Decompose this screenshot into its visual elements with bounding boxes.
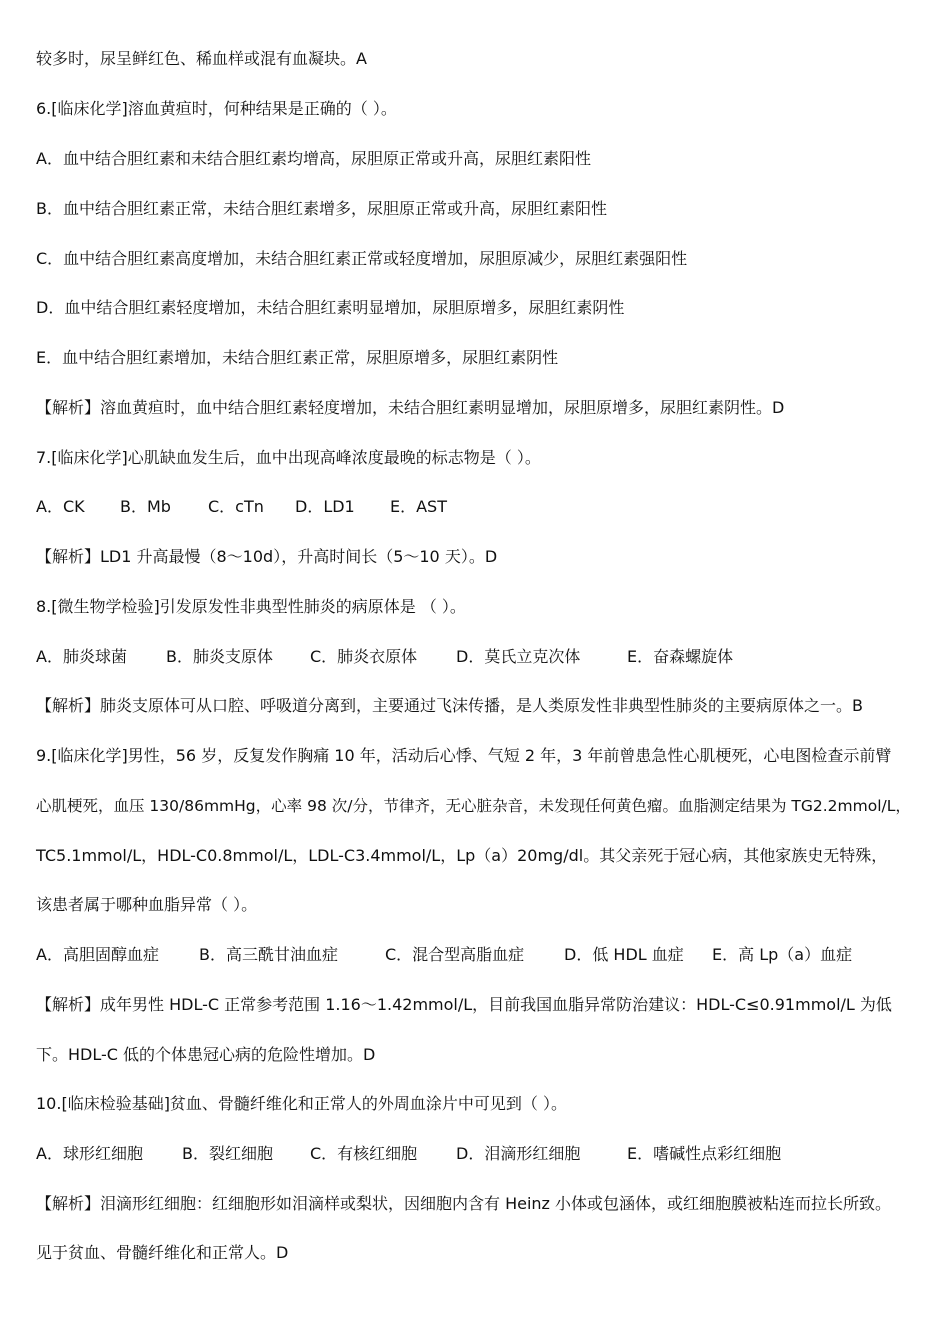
question-9-analysis-line-1: 【解析】成年男性 HDL-C 正常参考范围 1.16～1.42mmol/L，目前我国血脂异常防治建议：HDL-C≤0.91mmol/L 为低 bbox=[36, 995, 892, 1014]
question-10-option-b: B．裂红细胞 bbox=[182, 1144, 273, 1163]
question-7-analysis: 【解析】LD1 升高最慢（8～10d），升高时间长（5～10 天）。D bbox=[36, 547, 498, 566]
question-8-option-d: D．莫氏立克次体 bbox=[456, 647, 581, 666]
question-6-option-d: D．血中结合胆红素轻度增加，未结合胆红素明显增加，尿胆原增多，尿胆红素阴性 bbox=[36, 298, 625, 317]
question-8-option-b: B．肺炎支原体 bbox=[166, 647, 273, 666]
question-7-stem: 7.[临床化学]心肌缺血发生后，血中出现高峰浓度最晚的标志物是（ ）。 bbox=[36, 448, 541, 467]
question-6-stem: 6.[临床化学]溶血黄疸时，何种结果是正确的（ ）。 bbox=[36, 99, 397, 118]
question-9-option-b: B．高三酰甘油血症 bbox=[199, 945, 338, 964]
question-7-option-a: A．CK bbox=[36, 497, 85, 516]
question-7-option-e: E．AST bbox=[390, 497, 447, 516]
question-9-option-d: D．低 HDL 血症 bbox=[564, 945, 684, 964]
question-10-analysis-line-1: 【解析】泪滴形红细胞：红细胞形如泪滴样或梨状，因细胞内含有 Heinz 小体或包涵体，或红细胞膜被粘连而拉长所致。 bbox=[36, 1194, 892, 1213]
question-7-option-d: D．LD1 bbox=[295, 497, 355, 516]
question-8-option-e: E．奋森螺旋体 bbox=[627, 647, 734, 666]
question-9-option-a: A．高胆固醇血症 bbox=[36, 945, 159, 964]
question-10-option-c: C．有核红细胞 bbox=[310, 1144, 418, 1163]
question-8-option-a: A．肺炎球菌 bbox=[36, 647, 127, 666]
question-9-option-e: E．高 Lp（a）血症 bbox=[712, 945, 853, 964]
question-9-stem-line-3: TC5.1mmol/L，HDL-C0.8mmol/L，LDL-C3.4mmol/L，Lp（a）20mg/dl。其父亲死于冠心病，其他家族史无特殊， bbox=[36, 846, 888, 865]
question-9-stem-line-1: 9.[临床化学]男性，56 岁，反复发作胸痛 10 年，活动后心悸、气短 2 年，3 年前曾患急性心肌梗死，心电图检查示前臂 bbox=[36, 746, 892, 765]
question-6-option-c: C．血中结合胆红素高度增加，未结合胆红素正常或轻度增加，尿胆原减少，尿胆红素强阳性 bbox=[36, 249, 688, 268]
question-6-option-e: E．血中结合胆红素增加，未结合胆红素正常，尿胆原增多，尿胆红素阴性 bbox=[36, 348, 559, 367]
question-9-option-c: C．混合型高脂血症 bbox=[385, 945, 525, 964]
text-line: 较多时，尿呈鲜红色、稀血样或混有血凝块。A bbox=[36, 49, 367, 68]
question-10-option-d: D．泪滴形红细胞 bbox=[456, 1144, 581, 1163]
question-8-option-c: C．肺炎衣原体 bbox=[310, 647, 418, 666]
question-9-analysis-line-2: 下。HDL-C 低的个体患冠心病的危险性增加。D bbox=[36, 1045, 376, 1064]
question-8-stem: 8.[微生物学检验]引发原发性非典型性肺炎的病原体是 （ ）。 bbox=[36, 597, 466, 616]
question-10-option-e: E．嗜碱性点彩红细胞 bbox=[627, 1144, 782, 1163]
question-8-analysis: 【解析】肺炎支原体可从口腔、呼吸道分离到，主要通过飞沫传播，是人类原发性非典型性肺炎的主要病原体之一。B bbox=[36, 696, 863, 715]
question-7-option-b: B．Mb bbox=[120, 497, 171, 516]
question-6-analysis: 【解析】溶血黄疸时，血中结合胆红素轻度增加，未结合胆红素明显增加，尿胆原增多，尿胆红素阴性。D bbox=[36, 398, 785, 417]
question-9-stem-line-2: 心肌梗死，血压 130/86mmHg，心率 98 次/分，节律齐，无心脏杂音，未发现任何黄色瘤。血脂测定结果为 TG2.2mmol/L， bbox=[36, 797, 911, 815]
question-9-stem-line-4: 该患者属于哪种血脂异常（ ）。 bbox=[36, 895, 258, 914]
question-10-analysis-line-2: 见于贫血、骨髓纤维化和正常人。D bbox=[36, 1243, 289, 1262]
question-10-option-a: A．球形红细胞 bbox=[36, 1144, 143, 1163]
question-6-option-a: A．血中结合胆红素和未结合胆红素均增高，尿胆原正常或升高，尿胆红素阳性 bbox=[36, 149, 591, 168]
question-7-option-c: C．cTn bbox=[208, 497, 264, 516]
question-10-stem: 10.[临床检验基础]贫血、骨髓纤维化和正常人的外周血涂片中可见到（ ）。 bbox=[36, 1094, 568, 1113]
question-6-option-b: B．血中结合胆红素正常，未结合胆红素增多，尿胆原正常或升高，尿胆红素阳性 bbox=[36, 199, 607, 218]
